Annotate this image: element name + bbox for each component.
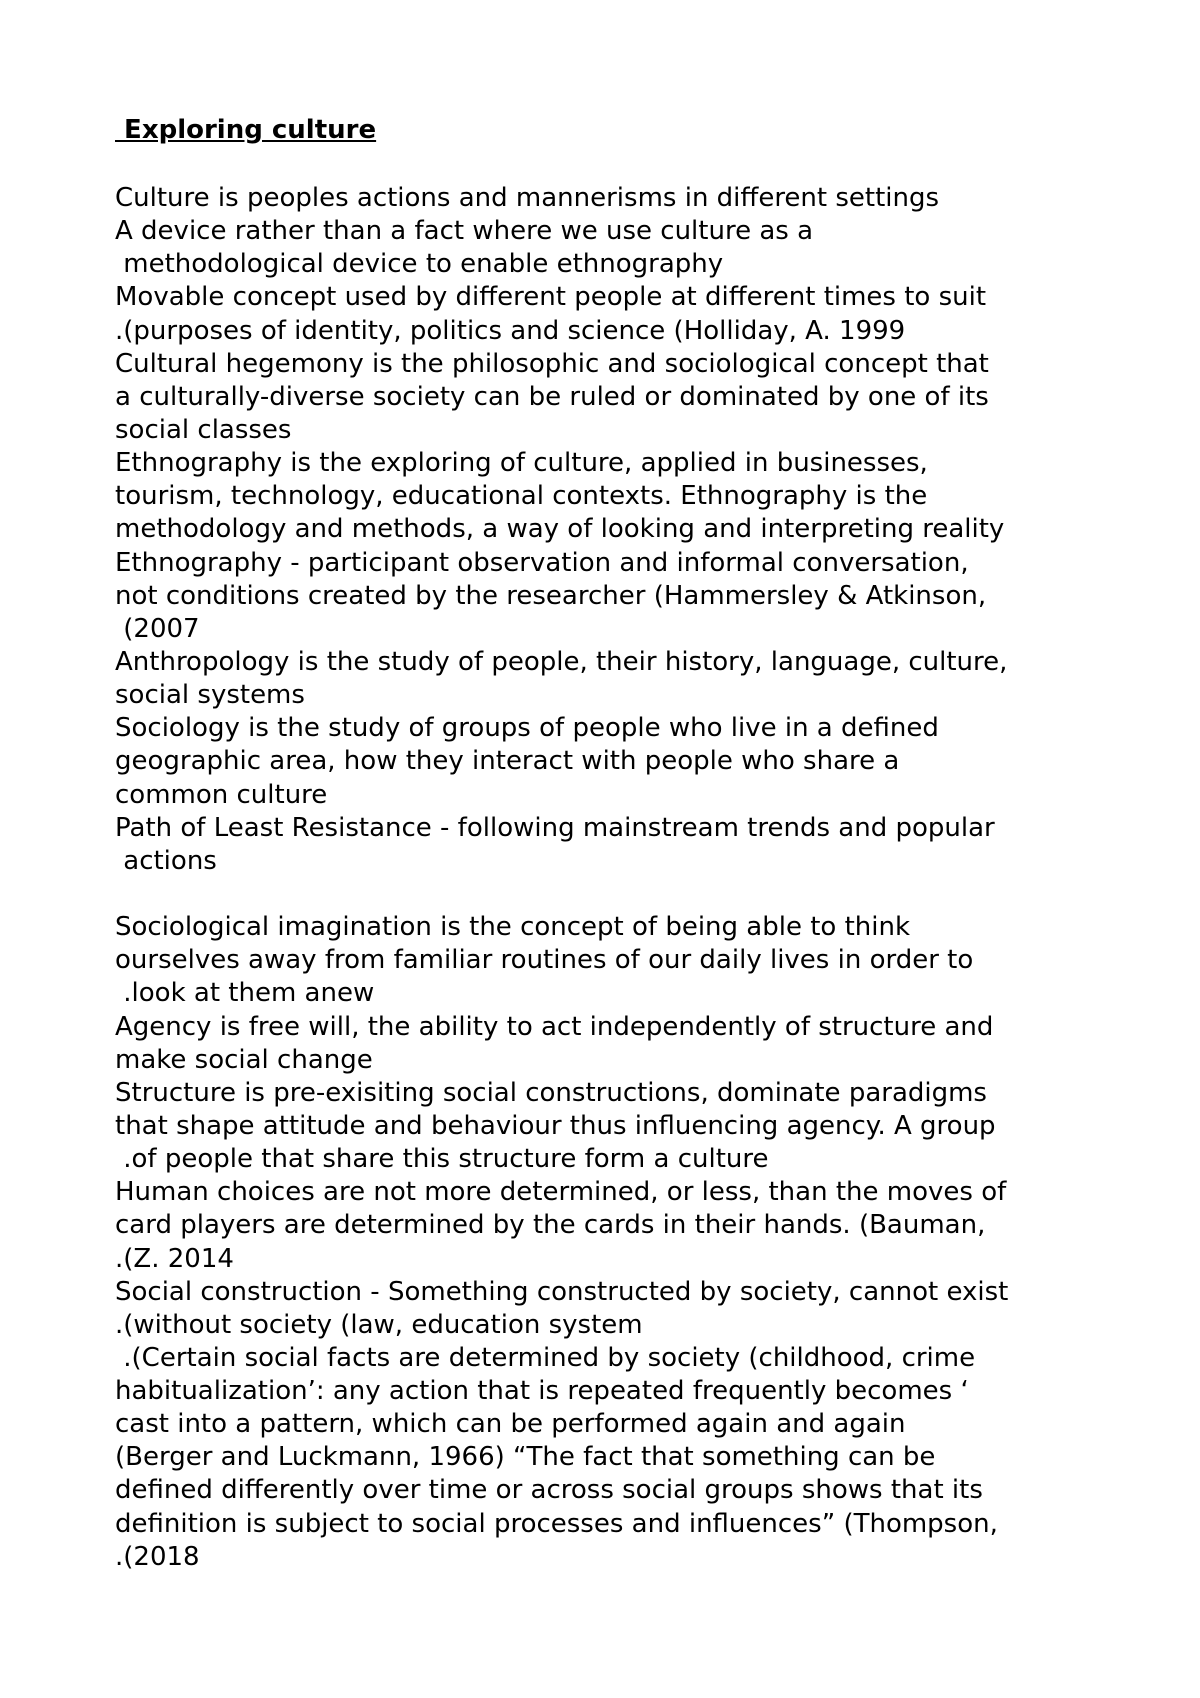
- text-line: a culturally-diverse society can be ruled or dominated by one of its: [115, 381, 989, 412]
- text-line: Culture is peoples actions and mannerisms in different settings: [115, 183, 940, 213]
- text-line: Agency is free will, the ability to act independently of structure and: [115, 1011, 994, 1042]
- text-line: common culture: [115, 779, 328, 810]
- text-line: (Berger and Luckmann, 1966) “The fact that something can be: [115, 1442, 936, 1473]
- text-line: Anthropology is the study of people, their history, language, culture,: [115, 646, 1008, 677]
- text-line: .(Certain social facts are determined by society (childhood, crime: [115, 1342, 976, 1373]
- text-line: Sociological imagination is the concept of being able to think: [115, 912, 911, 943]
- text-line: make social change: [115, 1044, 373, 1075]
- text-line: defined differently over time or across social groups shows that its: [115, 1475, 983, 1506]
- text-line: .(2018: [115, 1541, 200, 1572]
- document-title: Exploring culture: [115, 115, 377, 145]
- text-line: cast into a pattern, which can be performed again and again: [115, 1409, 906, 1440]
- text-line: Ethnography - participant observation and informal conversation,: [115, 547, 969, 578]
- text-line: social classes: [115, 414, 292, 445]
- text-line: habitualization’: any action that is repeated frequently becomes ‘: [115, 1376, 969, 1407]
- text-line: .(purposes of identity, politics and science (Holliday, A. 1999: [115, 315, 906, 346]
- text-line: social systems: [115, 680, 305, 711]
- text-line: Ethnography is the exploring of culture, applied in businesses,: [115, 448, 928, 479]
- blank-line: [115, 878, 1115, 911]
- text-line: Sociology is the study of groups of people who live in a defined: [115, 713, 939, 744]
- text-line: card players are determined by the cards in their hands. (Bauman,: [115, 1210, 986, 1241]
- text-line: Cultural hegemony is the philosophic and sociological concept that: [115, 348, 989, 379]
- text-line: .of people that share this structure form a culture: [115, 1144, 769, 1175]
- text-line: tourism, technology, educational contexts. Ethnography is the: [115, 481, 928, 512]
- text-line: (2007: [115, 613, 200, 644]
- text-line: that shape attitude and behaviour thus influencing agency. A group: [115, 1110, 996, 1141]
- text-line: Social construction - Something constructed by society, cannot exist: [115, 1276, 1009, 1307]
- document-body: [115, 182, 1115, 1574]
- text-line: Human choices are not more determined, or less, than the moves of: [115, 1177, 1007, 1208]
- text-line: ourselves away from familiar routines of our daily lives in order to: [115, 945, 974, 976]
- text-line: .(Z. 2014: [115, 1243, 234, 1274]
- text-line: methodology and methods, a way of looking and interpreting reality: [115, 514, 1005, 545]
- text-line: Structure is pre-exisiting social constructions, dominate paradigms: [115, 1077, 987, 1108]
- text-line: actions: [115, 845, 217, 876]
- text-line: Path of Least Resistance - following mainstream trends and popular: [115, 812, 995, 843]
- text-line: Movable concept used by different people at different times to suit: [115, 282, 987, 313]
- text-line: geographic area, how they interact with people who share a: [115, 746, 900, 777]
- text-line: .(without society (law, education system: [115, 1309, 643, 1340]
- text-line: not conditions created by the researcher (Hammersley & Atkinson,: [115, 580, 987, 611]
- text-line: .look at them anew: [115, 978, 375, 1009]
- text-line: A device rather than a fact where we use culture as a: [115, 216, 814, 247]
- text-line: definition is subject to social processes and influences” (Thompson,: [115, 1508, 998, 1539]
- text-line: methodological device to enable ethnography: [115, 249, 724, 280]
